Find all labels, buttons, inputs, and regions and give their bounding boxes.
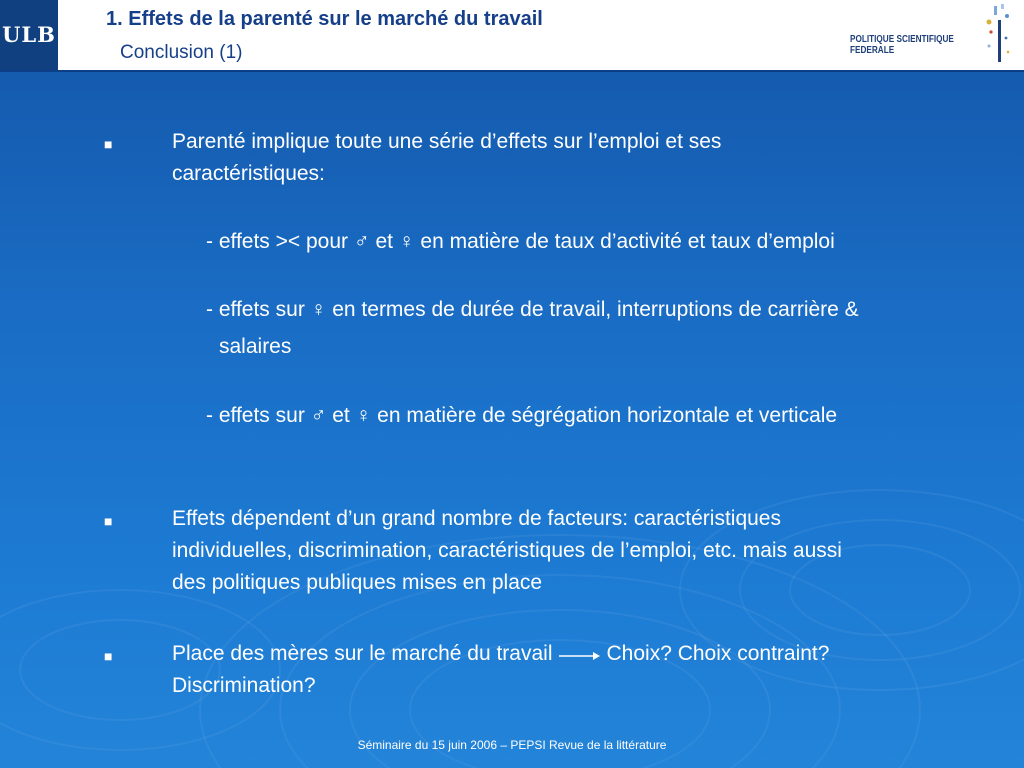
bullet-line bbox=[172, 638, 1002, 670]
bullet-line: Parenté implique toute une série d’effets sur l’emploi et ses bbox=[172, 130, 722, 153]
slide-header bbox=[0, 0, 1024, 72]
bullet-line-part: Choix? Choix contraint? bbox=[606, 642, 830, 665]
bullet-line: Effets dépendent d’un grand nombre de facteurs: caractéristiques bbox=[172, 507, 781, 530]
slide-footer: Séminaire du 15 juin 2006 – PEPSI Revue de la littérature bbox=[357, 738, 667, 752]
partner-logo-text: POLITIQUE SCIENTIFIQUE FEDERALE bbox=[850, 34, 954, 56]
ulb-logo: ULB bbox=[0, 0, 58, 70]
bullet-line: Discrimination? bbox=[172, 674, 316, 697]
bullet-text-1 bbox=[172, 126, 1002, 190]
sub-item-2-continued: salaires bbox=[219, 335, 292, 358]
bullet-square-icon: ■ bbox=[104, 513, 113, 529]
arrow-right-icon bbox=[557, 647, 601, 661]
slide-subtitle: Conclusion (1) bbox=[120, 42, 243, 63]
bullet-square-icon: ■ bbox=[104, 136, 113, 152]
slide-title: 1. Effets de la parenté sur le marché du travail bbox=[106, 8, 543, 30]
bullet-line: des politiques publiques mises en place bbox=[172, 571, 543, 594]
bullet-text-3 bbox=[172, 638, 1002, 702]
sub-item-3: - effets sur ♂ et ♀ en matière de ségrégation horizontale et verticale bbox=[206, 404, 838, 427]
partner-logo-icon bbox=[980, 2, 1020, 68]
bullet-square-icon: ■ bbox=[104, 648, 113, 664]
bullet-line: individuelles, discrimination, caractéristiques de l’emploi, etc. mais aussi bbox=[172, 539, 842, 562]
bullet-line-part: Place des mères sur le marché du travail bbox=[172, 642, 553, 665]
sub-item-2: - effets sur ♀ en termes de durée de travail, interruptions de carrière & bbox=[206, 298, 859, 321]
bullet-line: caractéristiques: bbox=[172, 162, 325, 185]
bullet-text-2 bbox=[172, 503, 1002, 599]
sub-item-1: - effets >< pour ♂ et ♀ en matière de taux d’activité et taux d’emploi bbox=[206, 230, 835, 253]
